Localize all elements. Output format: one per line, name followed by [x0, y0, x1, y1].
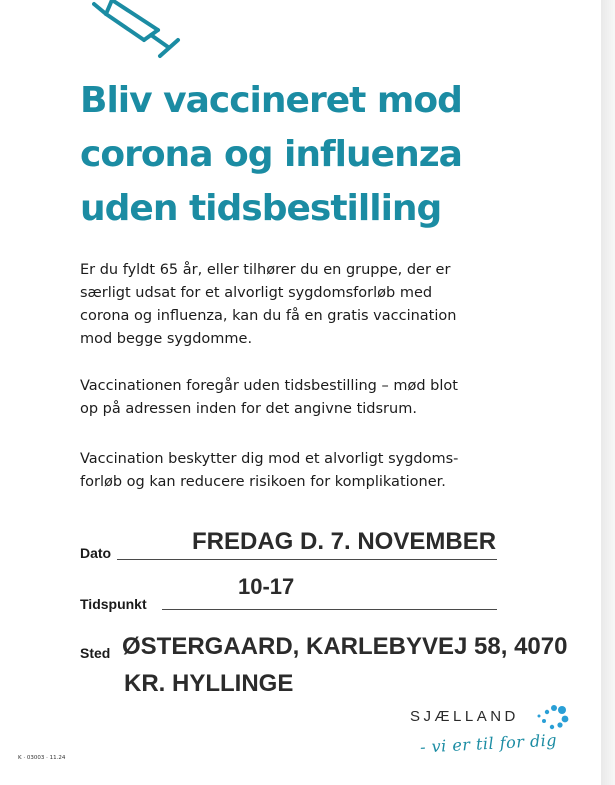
paragraph-line: Vaccinationen foregår uden tidsbestilling – mød blot — [80, 378, 458, 394]
dato-value: FREDAG D. 7. NOVEMBER — [192, 528, 497, 555]
headline-line-1: Bliv vaccineret mod — [80, 80, 462, 121]
tidspunkt-rule — [162, 609, 497, 610]
paragraph-eligibility — [80, 259, 456, 351]
sted-label: Sted — [80, 645, 111, 661]
paragraph-no-booking — [80, 375, 458, 421]
dato-label: Dato — [80, 545, 112, 561]
headline-line-3: uden tidsbestilling — [80, 188, 442, 229]
paragraph-line: op på adressen inden for det angivne tidsrum. — [80, 401, 417, 417]
region-tagline: - vi er til for dig — [419, 730, 558, 757]
paragraph-line: særligt udsat for et alvorligt sygdomsforløb med — [80, 285, 433, 301]
dato-rule — [117, 559, 497, 560]
paragraph-line: corona og influenza, kan du få en gratis vaccination — [80, 308, 457, 324]
headline — [80, 74, 462, 236]
tidspunkt-label: Tidspunkt — [80, 596, 147, 612]
paragraph-line: mod begge sygdomme. — [80, 331, 253, 347]
syringe-icon — [92, 0, 192, 64]
tidspunkt-value: 10-17 — [238, 574, 295, 599]
paragraph-line: Vaccination beskytter dig mod et alvorligt sygdoms- — [80, 451, 459, 467]
region-logo-name: SJÆLLAND — [410, 708, 519, 725]
sted-value-line-2: KR. HYLLINGE — [124, 670, 294, 697]
paragraph-line: forløb og kan reducere risikoen for komplikationer. — [80, 474, 446, 490]
sted-value-line-1: ØSTERGAARD, KARLEBYVEJ 58, 4070 — [122, 633, 568, 660]
footer-code: K · 03003 · 11.24 — [18, 755, 66, 761]
paragraph-line: Er du fyldt 65 år, eller tilhører du en gruppe, der er — [80, 262, 451, 278]
paragraph-protection — [80, 448, 458, 494]
headline-line-2: corona og influenza — [80, 134, 462, 175]
